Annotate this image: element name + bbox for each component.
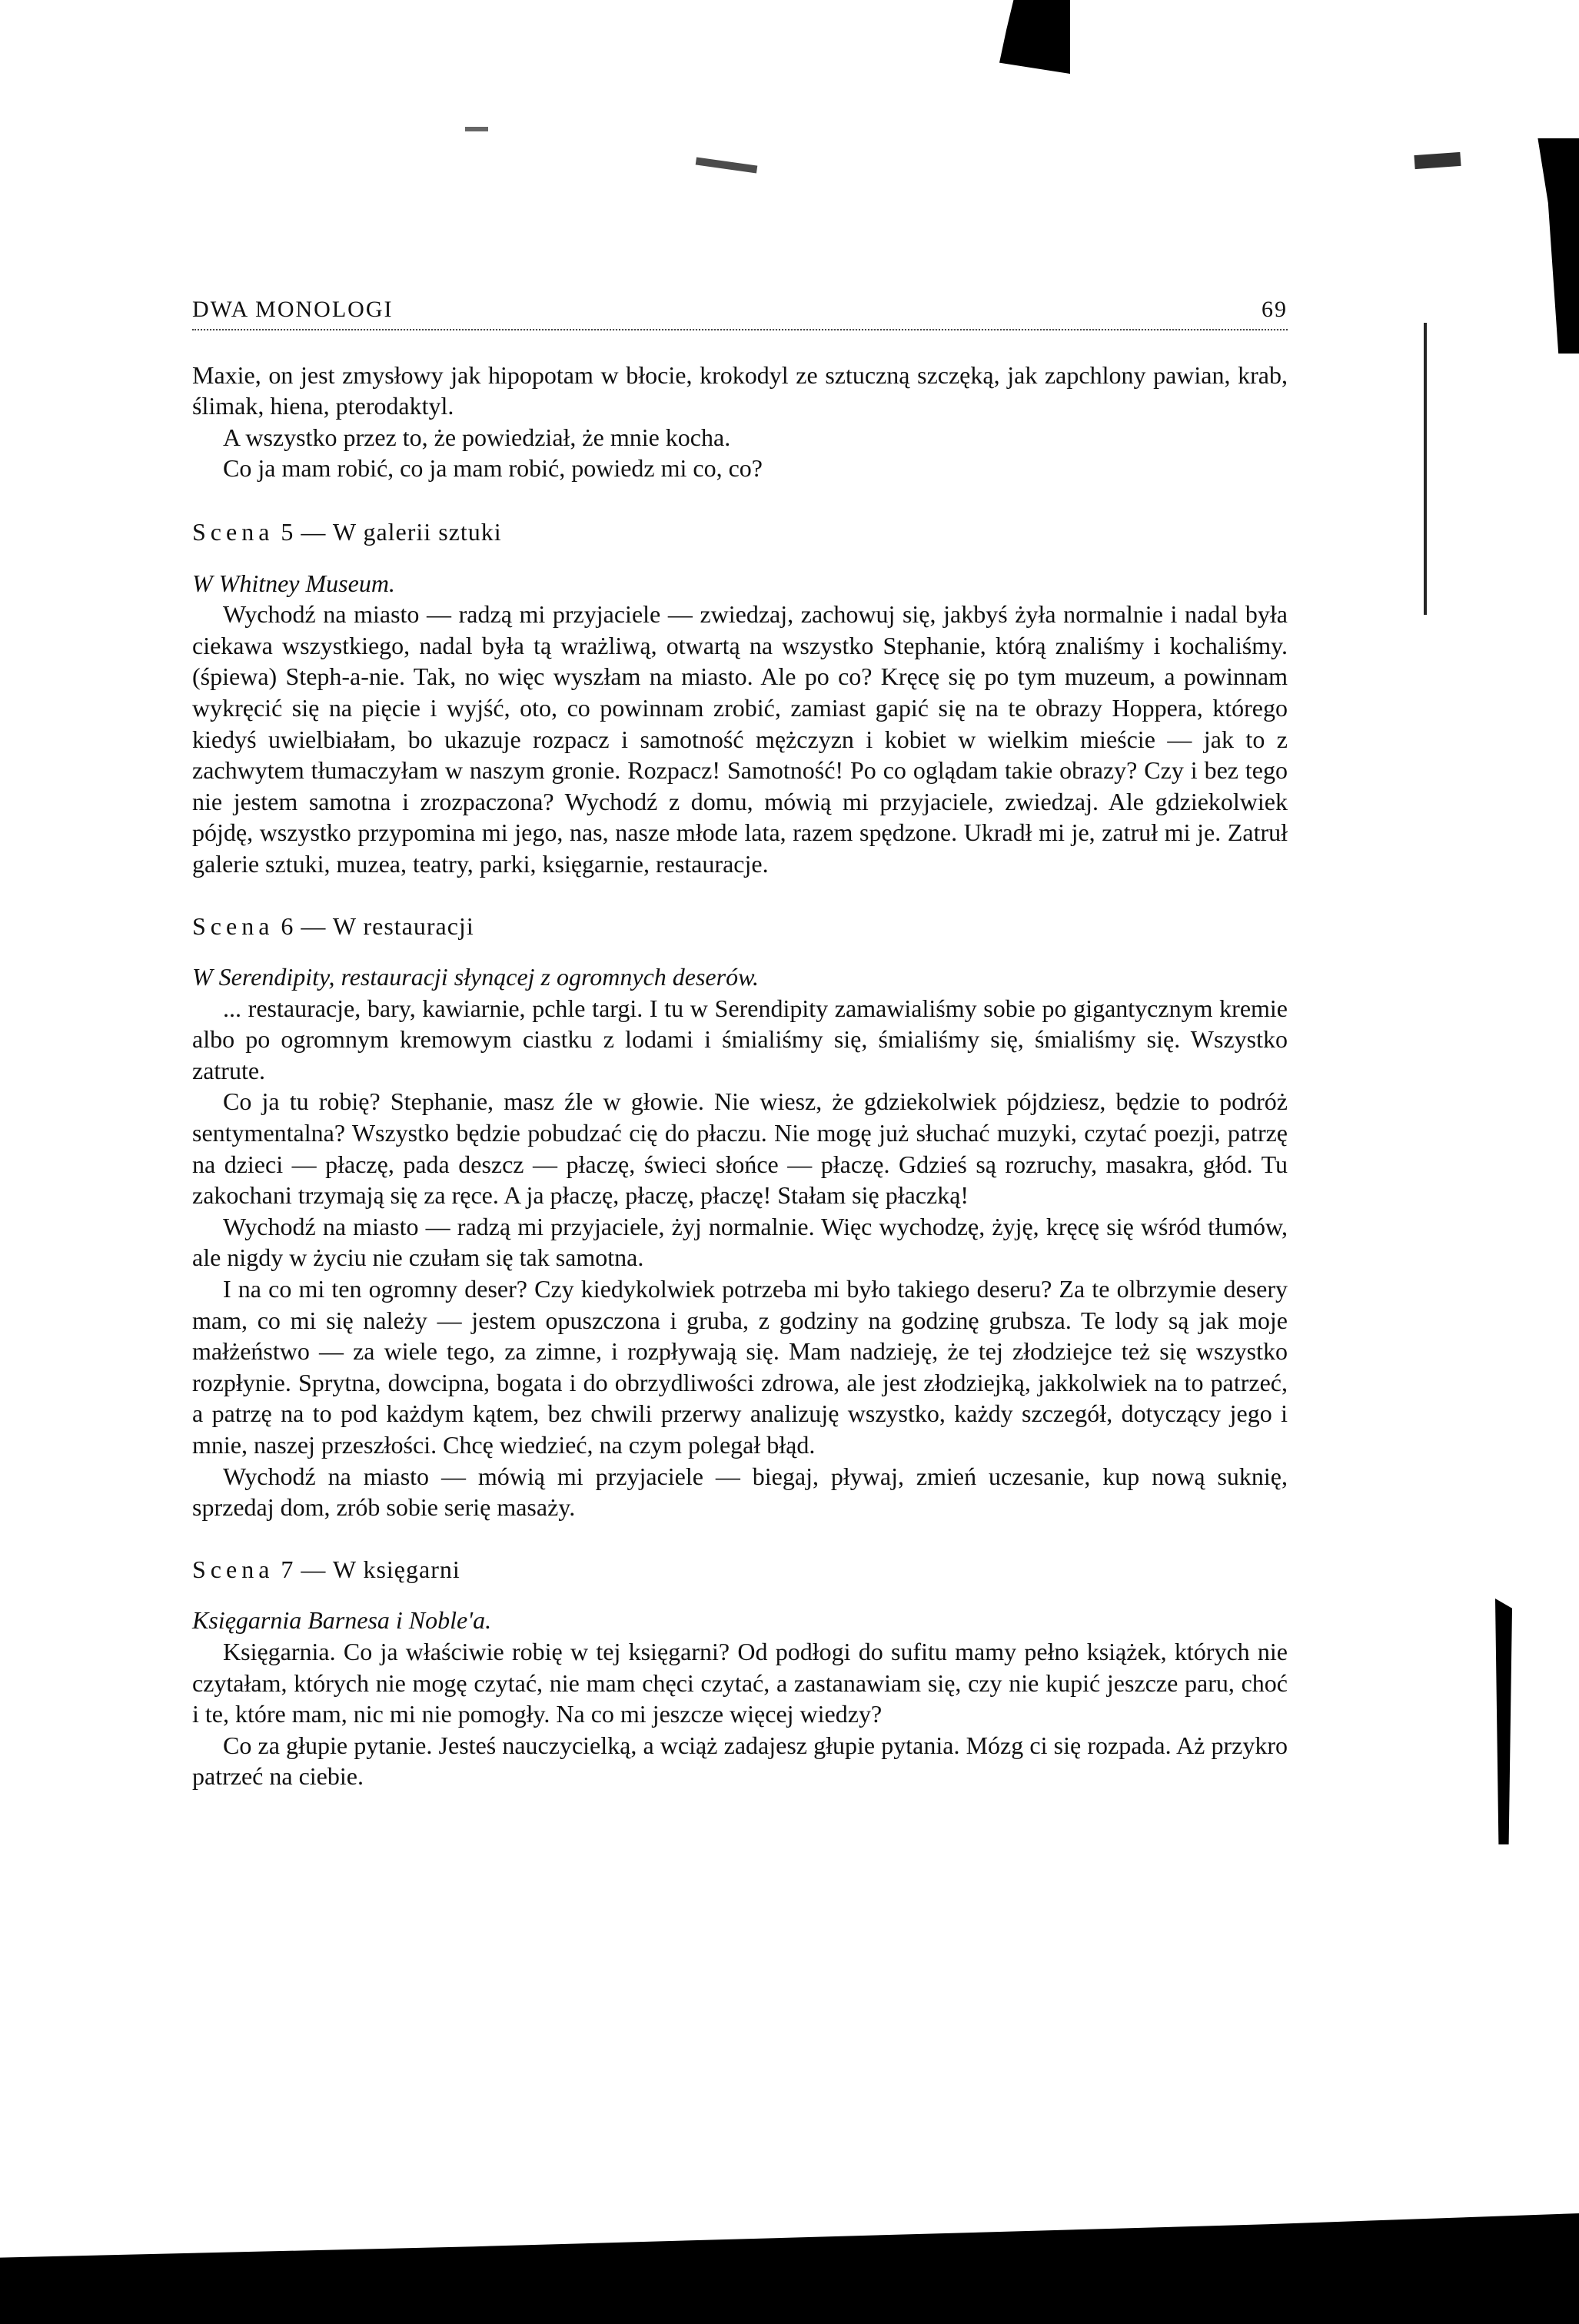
running-title: DWA MONOLOGI: [192, 297, 394, 322]
scene-paragraph: Wychodź na miasto — radzą mi przyjaciele, żyj normalnie. Więc wychodzę, żyję, kręcę się wśród tłumów, ale nigdy w życiu nie czułam się tak samotna.: [192, 1212, 1288, 1272]
running-header: [192, 294, 1288, 330]
scene-number: 7: [281, 1555, 294, 1583]
scene-title: W księgarni: [332, 1555, 460, 1583]
scan-edge-shadow-right: [1476, 138, 1579, 354]
scan-smudge-top-3: [1414, 152, 1461, 169]
scene-heading: Scena 5 — W galerii sztuki: [192, 517, 502, 546]
scan-blot-top: [999, 0, 1070, 74]
intro-paragraph: Maxie, on jest zmysłowy jak hipopotam w błocie, krokodyl ze sztuczną szczęką, jak zapchlony pawian, krab, ślimak, hiena, pterodaktyl.: [192, 360, 1288, 420]
intro-paragraph: A wszystko przez to, że powiedział, że mnie kocha.: [223, 423, 731, 451]
page-text: [192, 294, 1288, 1792]
scene-paragraph: Księgarnia. Co ja właściwie robię w tej księgarni? Od podłogi do sufitu mamy pełno książek, których nie czytałam, których nie mogę czytać, nie mam chęci czytać, a zastanawiam się, czy nie kupić jeszcze paru, choć i te, które mam, nic mi nie pomogły. Na co mi jeszcze więcej wiedzy?: [192, 1637, 1288, 1728]
intro-paragraph: Co ja mam robić, co ja mam robić, powiedz mi co, co?: [223, 454, 763, 483]
scan-edge-bar-right: [1495, 1599, 1512, 1844]
scene-label: Scena: [192, 1555, 274, 1583]
scene-paragraph: Wychodź na miasto — radzą mi przyjaciele — zwiedzaj, zachowuj się, jakbyś żyła normalnie i nadal była ciekawa wszystkiego, nadal była tą wrażliwą, otwartą na wszystko Stephanie, którą znaliśmy i kochaliśmy. (śpiewa) Steph-a-nie. Tak, no więc wyszłam na miasto. Ale po co? Kręcę się po tym muzeum, a powinnam wykręcić się na pięcie i wyjść, oto, co powinnam zrobić, zamiast gapić się na te obrazy Hoppera, którego kiedyś uwielbiałam, bo ukazuje rozpacz i samotność mężczyzn i kobiet w wielkim mieście — jak to z zachwytem tłumaczyłam w naszym gronie. Rozpacz! Samotność! Po co oglądam takie obrazy? Czy i bez tego nie jestem samotna i zrozpaczona? Wychodź z domu, mówią mi przyjaciele, zwiedzaj. Ale gdziekolwiek pójdę, wszystko przypomina mi jego, nas, nasze młode lata, razem spędzone. Ukradł mi je, zatruł mi je. Zatruł galerie sztuki, muzea, teatry, parki, księgarnie, restauracje.: [192, 600, 1288, 878]
scene-paragraph: Co ja tu robię? Stephanie, masz źle w głowie. Nie wiesz, że gdziekolwiek pójdziesz, będzie to podróż sentymentalna? Wszystko będzie pobudzać cię do płaczu. Nie mogę już słuchać muzyki, czytać poezji, patrzę na dzieci — płaczę, pada deszcz — płaczę, świeci słońce — płaczę. Gdzieś są rozruchy, masakra, głód. Tu zakochani trzymają się za ręce. A ja płaczę, płaczę, płaczę! Stałam się płaczką!: [192, 1087, 1288, 1210]
scene-setting: W Whitney Museum.: [192, 569, 395, 597]
scene-setting: Księgarnia Barnesa i Noble'a.: [192, 1606, 492, 1635]
scene-paragraph: I na co mi ten ogromny deser? Czy kiedykolwiek potrzeba mi było takiego deseru? Za te olbrzymie desery mam, co mi się należy — jestem opuszczona i gruba, z godziny na godzinę grubsza. Te lody są jak moje małżeństwo — za wiele tego, za zimne, i rozpływają się. Mam nadzieję, że tej złodziejce też się wszystko rozpłynie. Sprytna, dowcipna, bogata i do obrzydliwości zdrowa, ale jest złodziejką, jakkolwiek na to patrzeć, a patrzę na to pod każdym kątem, bez chwili przerwy analizuję wszystko, każdy szczegół, dotyczący jego i mnie, naszej przeszłości. Chcę wiedzieć, na czym polegał błąd.: [192, 1275, 1288, 1459]
scene-title: W restauracji: [332, 911, 474, 940]
scene-title: W galerii sztuki: [332, 517, 502, 546]
scene-heading: Scena 7 — W księgarni: [192, 1555, 460, 1583]
scan-bottom-shadow: [0, 2213, 1579, 2324]
scan-smudge-top-1: [696, 157, 758, 173]
scene-label: Scena: [192, 517, 274, 546]
scene-heading: Scena 6 — W restauracji: [192, 911, 474, 940]
scene-paragraph: Co za głupie pytanie. Jesteś nauczycielką, a wciąż zadajesz głupie pytania. Mózg ci się rozpada. Aż przykro patrzeć na ciebie.: [192, 1731, 1288, 1791]
scene-number: 5: [281, 517, 294, 546]
scan-edge-line-right: [1424, 323, 1427, 615]
scene-paragraph: Wychodź na miasto — mówią mi przyjaciele — biegaj, pływaj, zmień uczesanie, kup nową suknię, sprzedaj dom, zrób sobie serię masaży.: [192, 1462, 1288, 1522]
scene-paragraph: ... restauracje, bary, kawiarnie, pchle targi. I tu w Serendipity zamawialiśmy sobie po gigantycznym kremie albo po ogromnym kremowym ciastku z lodami i śmialiśmy się, śmialiśmy się, śmialiśmy się. Wszystko zatrute.: [192, 994, 1288, 1084]
page-number: 69: [1262, 297, 1288, 322]
scene-label: Scena: [192, 911, 274, 940]
scene-setting: W Serendipity, restauracji słynącej z ogromnych deserów.: [192, 963, 760, 991]
scan-smudge-top-2: [465, 127, 488, 131]
scene-number: 6: [281, 911, 294, 940]
